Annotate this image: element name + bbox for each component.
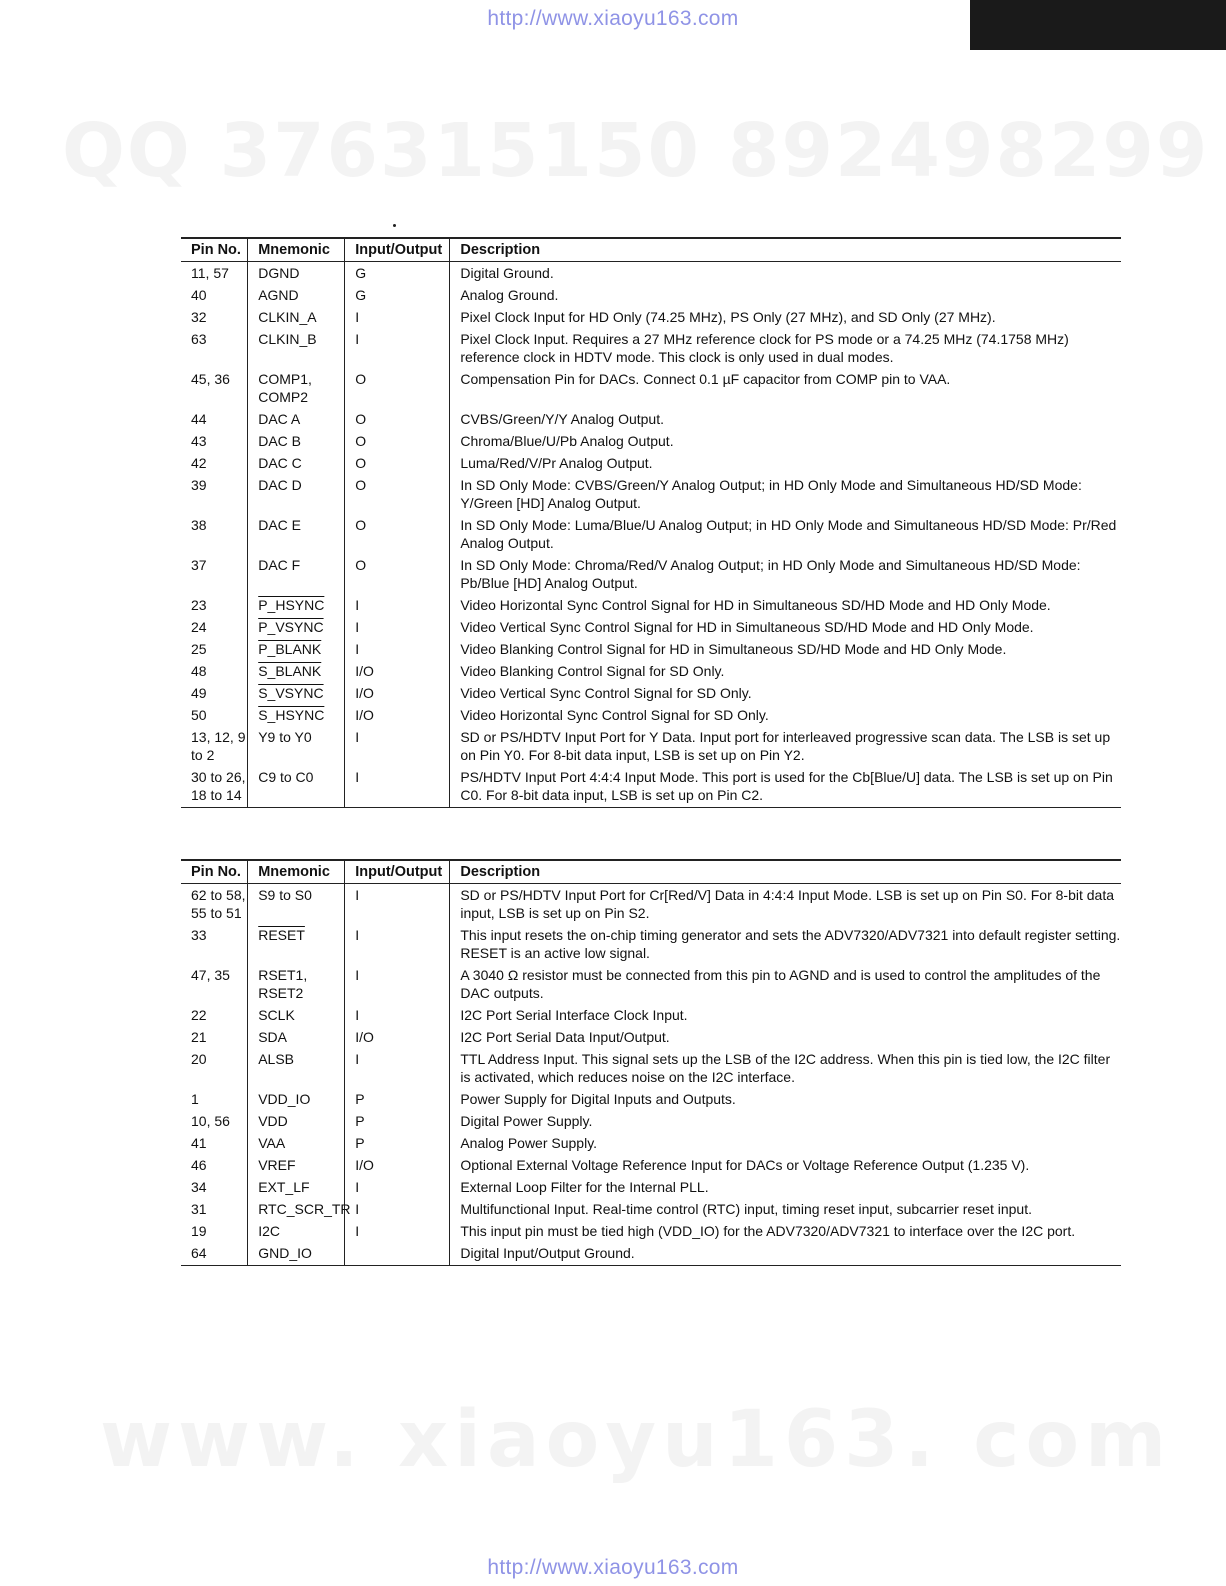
table-row [181,924,1121,964]
mnemonic-cell: SDA [248,1026,345,1048]
mnemonic-cell: Y9 to Y0 [248,726,345,766]
description-cell: Pixel Clock Input for HD Only (74.25 MHz), PS Only (27 MHz), and SD Only (27 MHz). [450,306,1121,328]
pin-number-cell: 46 [191,1157,207,1173]
mnemonic-cell: S_HSYNC [248,704,345,726]
description-cell: Chroma/Blue/U/Pb Analog Output. [450,430,1121,452]
mnemonic-cell: DAC D [248,474,345,514]
table-row [181,660,1121,682]
table-row [181,638,1121,660]
description-cell: Video Blanking Control Signal for HD in Simultaneous SD/HD Mode and HD Only Mode. [450,638,1121,660]
pin-number-cell: 10, 56 [191,1113,230,1129]
io-type-cell: I [345,924,450,964]
io-type-cell: G [345,284,450,306]
description-cell: SD or PS/HDTV Input Port for Cr[Red/V] Data in 4:4:4 Input Mode. LSB is set up on Pin S0. For 8-bit data input, LSB is set up on Pin S2. [450,884,1121,925]
description-cell: This input pin must be tied high (VDD_IO) for the ADV7320/ADV7321 to interface over the I2C port. [450,1220,1121,1242]
pin-number-cell: 34 [191,1179,207,1195]
header-mnemonic: Mnemonic [248,860,345,884]
pin-number-cell: 30 to 26, 18 to 14 [181,766,248,808]
pin-number-cell: 38 [191,517,207,533]
pin-number-cell: 39 [191,477,207,493]
table-row [181,430,1121,452]
mnemonic-cell: ALSB [248,1048,345,1088]
description-cell: Optional External Voltage Reference Input for DACs or Voltage Reference Output (1.235 V). [450,1154,1121,1176]
pin-number-cell: 25 [191,641,207,657]
mnemonic-cell: RTC_SCR_TR [248,1198,345,1220]
io-type-cell: I [345,964,450,1004]
pin-number-cell: 63 [191,331,207,347]
io-type-cell [345,1242,450,1266]
table-row [181,964,1121,1004]
mnemonic-cell: RSET1, RSET2 [248,964,345,1004]
io-type-cell: O [345,474,450,514]
io-type-cell: I [345,1176,450,1198]
table-row [181,328,1121,368]
pin-number-cell: 44 [191,411,207,427]
pin-number-cell: 33 [191,927,207,943]
table-row [181,594,1121,616]
pin-number-cell: 19 [191,1223,207,1239]
mnemonic-cell: P_BLANK [248,638,345,660]
pin-number-cell: 43 [191,433,207,449]
table-row [181,1154,1121,1176]
description-cell: Luma/Red/V/Pr Analog Output. [450,452,1121,474]
mnemonic-cell: DAC C [248,452,345,474]
table-row [181,616,1121,638]
table-row [181,1026,1121,1048]
io-type-cell: I/O [345,1026,450,1048]
io-type-cell: I/O [345,682,450,704]
io-type-cell: I [345,1004,450,1026]
mnemonic-cell: I2C [248,1220,345,1242]
io-type-cell: I [345,306,450,328]
pin-number-cell: 32 [191,309,207,325]
header-black-tab [970,0,1226,50]
mnemonic-cell: DGND [248,262,345,285]
mnemonic-cell: CLKIN_B [248,328,345,368]
mnemonic-cell: P_HSYNC [248,594,345,616]
pin-number-cell: 41 [191,1135,207,1151]
mnemonic-cell: S_VSYNC [248,682,345,704]
table-row [181,1088,1121,1110]
pin-number-cell: 37 [191,557,207,573]
io-type-cell: O [345,514,450,554]
mnemonic-cell: CLKIN_A [248,306,345,328]
description-cell: A 3040 Ω resistor must be connected from this pin to AGND and is used to control the amplitudes of the DAC outputs. [450,964,1121,1004]
mnemonic-cell: SCLK [248,1004,345,1026]
header-url[interactable]: http://www.xiaoyu163.com [487,7,739,30]
pin-number-cell: 24 [191,619,207,635]
table-row [181,554,1121,594]
pin-number-cell: 13, 12, 9 to 2 [191,729,246,763]
io-type-cell: O [345,452,450,474]
header-input-output: Input/Output [345,860,450,884]
description-cell: In SD Only Mode: Luma/Blue/U Analog Output; in HD Only Mode and Simultaneous HD/SD Mode: Pr/Red Analog Output. [450,514,1121,554]
mnemonic-cell: P_VSYNC [248,616,345,638]
mnemonic-cell: COMP1, COMP2 [248,368,345,408]
header-input-output: Input/Output [345,238,450,262]
table-header-row [181,860,1121,884]
description-cell: Power Supply for Digital Inputs and Outputs. [450,1088,1121,1110]
description-cell: In SD Only Mode: Chroma/Red/V Analog Output; in HD Only Mode and Simultaneous HD/SD Mode: Pb/Blue [HD] Analog Output. [450,554,1121,594]
watermark-qq: QQ 376315150 [62,108,701,194]
stray-dot [393,224,396,227]
pin-number-cell: 20 [191,1051,207,1067]
table-row [181,884,1121,925]
pin-number-cell: 42 [191,455,207,471]
description-cell: Analog Ground. [450,284,1121,306]
io-type-cell: I/O [345,660,450,682]
pin-number-cell: 49 [191,685,207,701]
table-row [181,1242,1121,1266]
io-type-cell: P [345,1110,450,1132]
pin-table-2-body [181,884,1121,1266]
pin-number-cell: 47, 35 [191,967,230,983]
table-row [181,682,1121,704]
mnemonic-cell: DAC F [248,554,345,594]
mnemonic-cell: VDD_IO [248,1088,345,1110]
io-type-cell: I [345,1048,450,1088]
pin-number-cell: 48 [191,663,207,679]
table-row [181,1048,1121,1088]
description-cell: Video Vertical Sync Control Signal for HD in Simultaneous SD/HD Mode and HD Only Mode. [450,616,1121,638]
footer-url[interactable]: http://www.xiaoyu163.com [487,1556,739,1579]
description-cell: I2C Port Serial Interface Clock Input. [450,1004,1121,1026]
io-type-cell: I [345,638,450,660]
mnemonic-cell: EXT_LF [248,1176,345,1198]
io-type-cell: O [345,408,450,430]
mnemonic-cell: S_BLANK [248,660,345,682]
pin-number-cell: 21 [191,1029,207,1045]
pin-number-cell: 64 [181,1242,248,1266]
description-cell: Digital Ground. [450,262,1121,285]
table-row [181,514,1121,554]
description-cell: This input resets the on-chip timing generator and sets the ADV7320/ADV7321 into default register setting. RESET is an active low signal. [450,924,1121,964]
table-row [181,704,1121,726]
pin-number-cell: 40 [191,287,207,303]
io-type-cell: O [345,554,450,594]
pin-number-cell: 50 [191,707,207,723]
description-cell: Pixel Clock Input. Requires a 27 MHz reference clock for PS mode or a 74.25 MHz (74.1758 MHz) reference clock in HDTV mode. This clock is only used in dual modes. [450,328,1121,368]
pin-number-cell: 31 [191,1201,207,1217]
io-type-cell: G [345,262,450,285]
description-cell: Compensation Pin for DACs. Connect 0.1 µF capacitor from COMP pin to VAA. [450,368,1121,408]
io-type-cell: I [345,1220,450,1242]
watermark-number: 892498299 [728,108,1210,194]
table-row [181,262,1121,285]
description-cell: Multifunctional Input. Real-time control (RTC) input, timing reset input, subcarrier reset input. [450,1198,1121,1220]
io-type-cell: O [345,430,450,452]
description-cell: Video Horizontal Sync Control Signal for SD Only. [450,704,1121,726]
pin-number-cell: 45, 36 [191,371,230,387]
table-row [181,408,1121,430]
header-description: Description [450,860,1121,884]
table-row [181,726,1121,766]
description-cell: Analog Power Supply. [450,1132,1121,1154]
watermark-site: www. xiaoyu163. com [100,1395,1173,1485]
pin-number-cell: 22 [191,1007,207,1023]
mnemonic-cell: C9 to C0 [248,766,345,808]
description-cell: Video Blanking Control Signal for SD Only. [450,660,1121,682]
io-type-cell: P [345,1132,450,1154]
description-cell: TTL Address Input. This signal sets up the LSB of the I2C address. When this pin is tied low, the I2C filter is activated, which reduces noise on the I2C interface. [450,1048,1121,1088]
pin-number-cell: 11, 57 [191,265,229,281]
table-row [181,306,1121,328]
mnemonic-cell: GND_IO [248,1242,345,1266]
mnemonic-cell: S9 to S0 [248,884,345,925]
table-row [181,1132,1121,1154]
header-description: Description [450,238,1121,262]
io-type-cell: P [345,1088,450,1110]
mnemonic-cell: VREF [248,1154,345,1176]
description-cell: External Loop Filter for the Internal PLL. [450,1176,1121,1198]
mnemonic-cell: RESET [248,924,345,964]
mnemonic-cell: DAC A [248,408,345,430]
table-row [181,474,1121,514]
description-cell: Video Horizontal Sync Control Signal for HD in Simultaneous SD/HD Mode and HD Only Mode. [450,594,1121,616]
header-pin-no: Pin No. [181,238,248,262]
pin-table-1 [181,237,1121,808]
mnemonic-cell: DAC E [248,514,345,554]
description-cell: Video Vertical Sync Control Signal for SD Only. [450,682,1121,704]
table-row [181,284,1121,306]
table-row [181,368,1121,408]
io-type-cell: I/O [345,704,450,726]
io-type-cell: I [345,766,450,808]
description-cell: PS/HDTV Input Port 4:4:4 Input Mode. This port is used for the Cb[Blue/U] data. The LSB is set up on Pin C0. For 8-bit data input, LSB is set up on Pin C2. [450,766,1121,808]
io-type-cell: I [345,328,450,368]
table-row [181,1176,1121,1198]
mnemonic-cell: DAC B [248,430,345,452]
pin-number-cell: 62 to 58, 55 to 51 [191,887,246,921]
table-row [181,1110,1121,1132]
table-row [181,1198,1121,1220]
io-type-cell: I [345,884,450,925]
description-cell: I2C Port Serial Data Input/Output. [450,1026,1121,1048]
table-row [181,1220,1121,1242]
mnemonic-cell: AGND [248,284,345,306]
mnemonic-cell: VDD [248,1110,345,1132]
header-mnemonic: Mnemonic [248,238,345,262]
pin-number-cell: 1 [191,1091,199,1107]
io-type-cell: I [345,1198,450,1220]
description-cell: Digital Power Supply. [450,1110,1121,1132]
pin-table-2 [181,859,1121,1266]
table-row [181,766,1121,808]
io-type-cell: I [345,594,450,616]
io-type-cell: I [345,616,450,638]
description-cell: In SD Only Mode: CVBS/Green/Y Analog Output; in HD Only Mode and Simultaneous HD/SD Mode: Y/Green [HD] Analog Output. [450,474,1121,514]
description-cell: SD or PS/HDTV Input Port for Y Data. Input port for interleaved progressive scan data. The LSB is set up on Pin Y0. For 8-bit data input, LSB is set up on Pin Y2. [450,726,1121,766]
table-header-row [181,238,1121,262]
table-row [181,1004,1121,1026]
pin-number-cell: 23 [191,597,207,613]
header-pin-no: Pin No. [181,860,248,884]
io-type-cell: O [345,368,450,408]
mnemonic-cell: VAA [248,1132,345,1154]
io-type-cell: I/O [345,1154,450,1176]
pin-table-1-body [181,262,1121,808]
io-type-cell: I [345,726,450,766]
description-cell: CVBS/Green/Y/Y Analog Output. [450,408,1121,430]
table-row [181,452,1121,474]
description-cell: Digital Input/Output Ground. [450,1242,1121,1266]
